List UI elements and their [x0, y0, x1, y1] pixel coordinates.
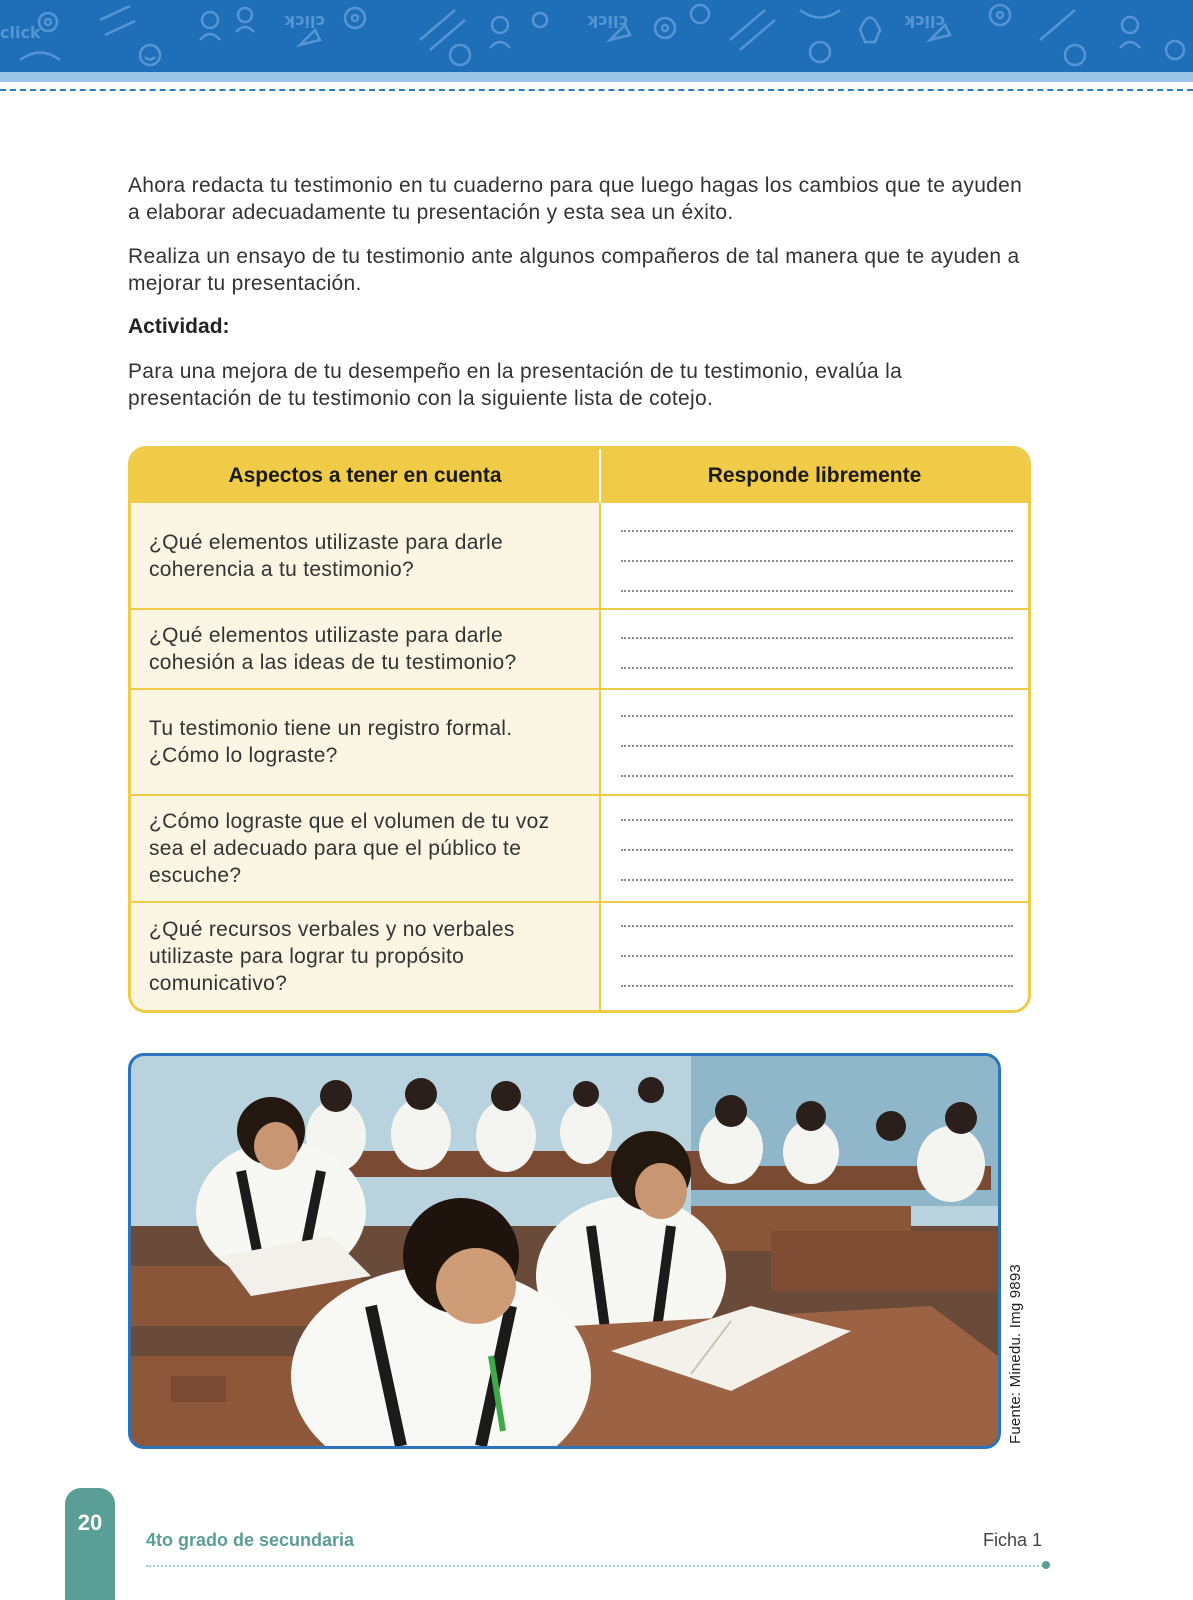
question-cell — [131, 610, 599, 688]
answer-line[interactable] — [621, 985, 1013, 987]
activity-instructions: Para una mejora de tu desempeño en la presentación de tu testimonio, evalúa la presentación de tu testimonio con la siguiente lista de cotejo. — [128, 360, 903, 410]
table-row — [131, 796, 1028, 901]
answer-line[interactable] — [621, 955, 1013, 957]
answer-line[interactable] — [621, 590, 1013, 592]
question-text: Tu testimonio tiene un registro formal. ¿Cómo lo lograste? — [149, 717, 513, 767]
column-header-aspects: Aspectos a tener en cuenta — [228, 464, 502, 487]
question-text: ¿Qué elementos utilizaste para darle coherencia a tu testimonio? — [149, 530, 503, 581]
page-number: 20 — [77, 1510, 103, 1535]
answer-cell[interactable] — [601, 503, 1028, 608]
answer-line[interactable] — [621, 667, 1013, 669]
banner-light-strip — [0, 72, 1193, 82]
answer-line[interactable] — [621, 925, 1013, 927]
table-header — [131, 449, 1028, 503]
footer-end-dot — [1042, 1561, 1050, 1569]
table-row — [131, 690, 1028, 794]
question-text: ¿Qué elementos utilizaste para darle cohesión a las ideas de tu testimonio? — [149, 624, 517, 674]
column-header-answers: Responde libremente — [707, 464, 922, 487]
footer-grade-label: 4to grado de secundaria — [146, 1530, 355, 1550]
answer-line[interactable] — [621, 637, 1013, 639]
banner-dashed-divider — [0, 89, 1193, 91]
question-cell — [131, 690, 599, 794]
question-cell — [131, 796, 599, 901]
answer-cell[interactable] — [601, 610, 1028, 688]
footer-dotted-line — [146, 1565, 1046, 1567]
question-cell — [131, 903, 599, 1010]
table-row — [131, 610, 1028, 688]
answer-line[interactable] — [621, 775, 1013, 777]
answer-line[interactable] — [621, 530, 1013, 532]
answer-line[interactable] — [621, 715, 1013, 717]
intro-paragraph: Ahora redacta tu testimonio en tu cuaderno para que luego hagas los cambios que te ayuden a elaborar adecuadamente tu presentación y esta sea un éxito. — [128, 174, 1023, 224]
banner-doodle-pattern — [0, 0, 1193, 72]
question-cell — [131, 503, 599, 608]
rehearsal-paragraph: Realiza un ensayo de tu testimonio ante algunos compañeros de tal manera que te ayuden a mejorar tu presentación. — [128, 245, 1020, 295]
svg-text:click: click — [904, 12, 945, 31]
table-row — [131, 903, 1028, 1010]
answer-cell[interactable] — [601, 796, 1028, 901]
classroom-illustration — [131, 1056, 998, 1446]
classroom-photo — [128, 1053, 1001, 1449]
svg-text:click: click — [284, 12, 325, 31]
answer-cell[interactable] — [601, 903, 1028, 1010]
answer-line[interactable] — [621, 745, 1013, 747]
answer-cell[interactable] — [601, 690, 1028, 794]
checklist-table — [128, 446, 1031, 1013]
svg-text:click: click — [587, 12, 628, 31]
answer-line[interactable] — [621, 879, 1013, 881]
page-number-tab — [65, 1488, 115, 1600]
answer-line[interactable] — [621, 849, 1013, 851]
activity-heading: Actividad: — [128, 315, 230, 338]
answer-line[interactable] — [621, 819, 1013, 821]
svg-text:click: click — [0, 23, 41, 42]
question-text: ¿Qué recursos verbales y no verbales utilizaste para lograr tu propósito comunicativo? — [149, 918, 515, 995]
answer-line[interactable] — [621, 560, 1013, 562]
footer-ficha-label: Ficha 1 — [983, 1530, 1043, 1550]
photo-caption: Fuente: Minedu. Img 9893 — [1007, 1264, 1024, 1444]
question-text: ¿Cómo lograste que el volumen de tu voz sea el adecuado para que el público te escuche? — [149, 810, 550, 887]
header-banner — [0, 0, 1193, 72]
table-row — [131, 503, 1028, 608]
